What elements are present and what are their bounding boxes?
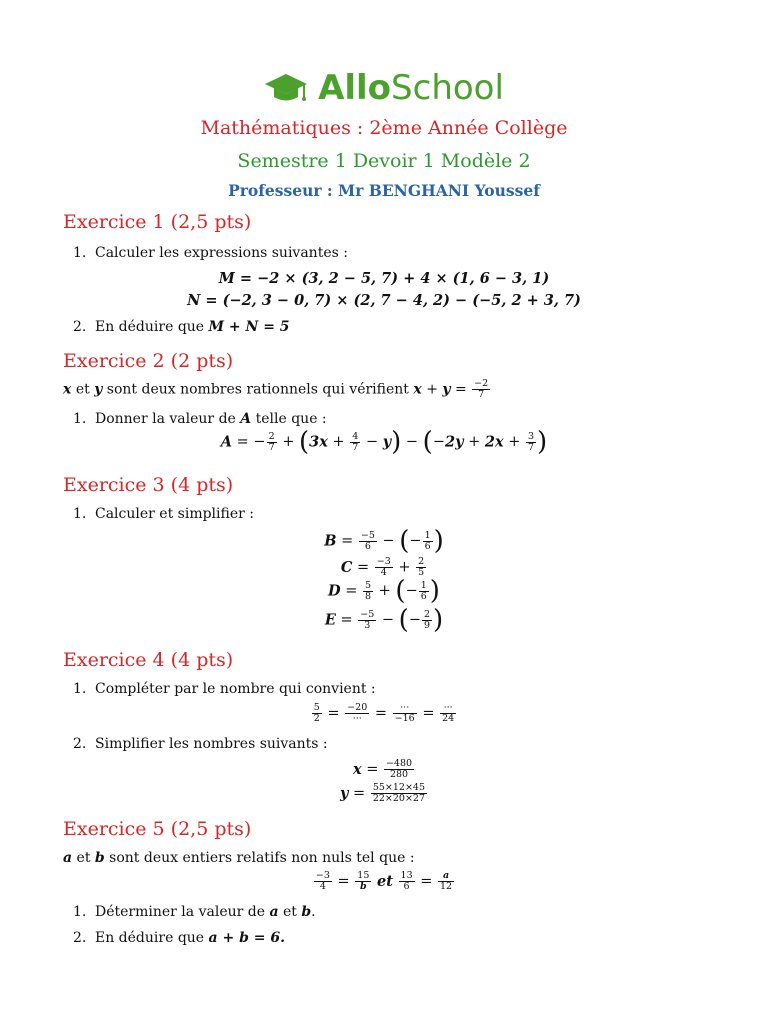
equation-m: M = −2 × (3, 2 − 5, 7) + 4 × (1, 6 − 3, 1) <box>218 270 550 287</box>
equation-x: x = $\frac{-480}{280}$ <box>352 758 413 780</box>
exercise-2-intro: x et y sont deux nombres rationnels qui vérifient x + y = $\frac{-2}{7}$ <box>63 378 489 400</box>
equation-n: N = (−2, 3 − 0, 7) × (2, 7 − 4, 2) − (−5, 2 + 3, 7) <box>187 292 581 309</box>
exercise-4-item-2: 2. Simplifier les nombres suivants : <box>73 736 328 752</box>
equation-completion: $\frac{5}{2}$ = $\frac{-20}{\cdot\cdot\cdot}$ = $\frac{\cdot\cdot\cdot}{-16}$ = $\frac{\cdot\cdot\cdot}{24}$ <box>313 702 455 724</box>
subject-title: Mathématiques : 2ème Année Collège <box>200 117 568 139</box>
exercise-1-title: Exercice 1 (2,5 pts) <box>63 211 252 233</box>
exercise-2-title: Exercice 2 (2 pts) <box>63 350 234 372</box>
exercise-5-title: Exercice 5 (2,5 pts) <box>63 818 252 840</box>
exercise-3-item-1: 1. Calculer et simplifier : <box>73 506 254 522</box>
exercise-1-item-1: 1. Calculer les expressions suivantes : <box>73 245 348 261</box>
exercise-5-item-1: 1. Déterminer la valeur de a et b. <box>73 904 316 920</box>
exercise-3-title: Exercice 3 (4 pts) <box>63 474 234 496</box>
professor-name: Professeur : Mr BENGHANI Youssef <box>228 181 540 200</box>
equation-ratios: $\frac{-3}{4}$ = $\frac{15}{b}$ et $\frac{13}{6}$ = $\frac{a}{12}$ <box>315 870 453 892</box>
equation-c: C = $\frac{-3}{4}$ + $\frac{2}{5}$ <box>340 556 425 578</box>
exercise-5-item-2: 2. En déduire que a + b = 6. <box>73 930 285 946</box>
equation-d: D = $\frac{5}{8}$ + (− $\frac{1}{6}$ ) <box>328 576 440 606</box>
brand-name: AlloSchool <box>318 68 504 108</box>
exercise-5-intro: a et b sont deux entiers relatifs non nuls tel que : <box>63 850 415 866</box>
semester-title: Semestre 1 Devoir 1 Modèle 2 <box>237 150 531 172</box>
alloschool-logo <box>0 66 768 110</box>
equation-y: y = $\frac{55\times 12\times 45}{22\times 20\times 27}$ <box>340 782 425 804</box>
exercise-1-item-2: 2. En déduire que M + N = 5 <box>73 319 290 335</box>
exercise-4-title: Exercice 4 (4 pts) <box>63 649 234 671</box>
equation-a: A = − $\frac{2}{7}$ + (3x + $\frac{4}{7}$ − y) − (−2y + 2x + $\frac{3}{7}$ ) <box>220 427 548 457</box>
exercise-2-item-1: 1. Donner la valeur de A telle que : <box>73 411 327 427</box>
equation-b: B = $\frac{-5}{6}$ − (− $\frac{1}{6}$ ) <box>324 526 444 556</box>
equation-e: E = $\frac{-5}{3}$ − (− $\frac{2}{9}$ ) <box>324 605 444 635</box>
graduation-cap-icon <box>264 70 308 106</box>
exercise-4-item-1: 1. Compléter par le nombre qui convient : <box>73 681 376 697</box>
